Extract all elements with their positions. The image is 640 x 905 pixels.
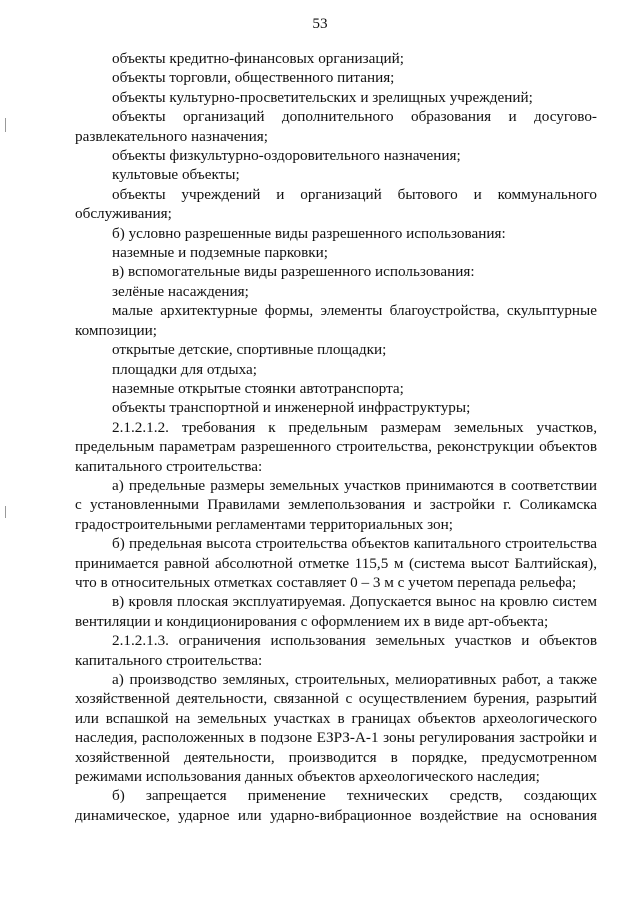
- section-paragraph: а) производство земляных, строительных, мелиоративных работ, а также хозяйственной деятельности, связанной с осуществлением бурения, разрытий или вспашкой на земельных участках в границах объектов археологического наследия, расположенных в подзоне ЕЗРЗ-А-1 зоны регулирования застройки и хозяйственной деятельности, производится в порядке, предусмотренном режимами использования данных объектов археологического наследия;: [75, 671, 597, 786]
- list-item: наземные и подземные парковки;: [112, 244, 328, 262]
- section-paragraph: в) кровля плоская эксплуатируемая. Допускается вынос на кровлю систем вентиляции и кондиционирования с оформлением их в виде арт-объекта;: [75, 593, 597, 630]
- list-item: площадки для отдыха;: [112, 360, 257, 378]
- list-item: объекты кредитно-финансовых организаций;: [112, 50, 404, 67]
- list-item: объекты торговли, общественного питания;: [112, 69, 395, 87]
- list-item: объекты транспортной и инженерной инфраструктуры;: [112, 399, 471, 417]
- list-item: открытые детские, спортивные площадки;: [112, 341, 387, 359]
- subsection-heading: б) условно разрешенные виды разрешенного использования:: [112, 224, 506, 242]
- list-item: объекты культурно-просветительских и зрелищных учреждений;: [112, 88, 533, 106]
- list-item: культовые объекты;: [112, 166, 240, 184]
- scan-edge-mark: [5, 506, 6, 518]
- list-item: объекты физкультурно-оздоровительного назначения;: [112, 147, 461, 165]
- document-body: [75, 49, 597, 825]
- list-item: зелёные насаждения;: [112, 282, 249, 300]
- subsection-heading: в) вспомогательные виды разрешенного использования:: [112, 263, 475, 281]
- list-item: наземные открытые стоянки автотранспорта;: [112, 379, 404, 397]
- list-item: объекты учреждений и организаций бытового и коммунального обслуживания;: [75, 185, 597, 223]
- section-paragraph: 2.1.2.1.3. ограничения использования земельных участков и объектов капитального строительства:: [75, 632, 597, 669]
- scan-edge-mark: [5, 118, 6, 132]
- page-number: 53: [312, 15, 328, 32]
- list-item: объекты организаций дополнительного образования и досугово-развлекательного назначения;: [75, 108, 597, 145]
- section-paragraph: а) предельные размеры земельных участков принимаются в соответствии с установленными Правилами землепользования и застройки г. Соликамска градостроительными регламентами территориальных зон;: [75, 476, 597, 533]
- section-paragraph: б) предельная высота строительства объектов капитального строительства принимается равной абсолютной отметке 115,5 м (система высот Балтийская), что в относительных отметках составляет 0 – 3 м с учетом перепада рельефа;: [75, 535, 597, 591]
- list-item: малые архитектурные формы, элементы благоустройства, скульптурные композиции;: [75, 302, 597, 339]
- section-paragraph: 2.1.2.1.2. требования к предельным размерам земельных участков, предельным параметрам разрешенного строительства, реконструкции объектов капитального строительства:: [75, 418, 597, 475]
- section-paragraph: б) запрещается применение технических средств, создающих динамическое, ударное или ударно-вибрационное воздействие на основания: [75, 787, 597, 824]
